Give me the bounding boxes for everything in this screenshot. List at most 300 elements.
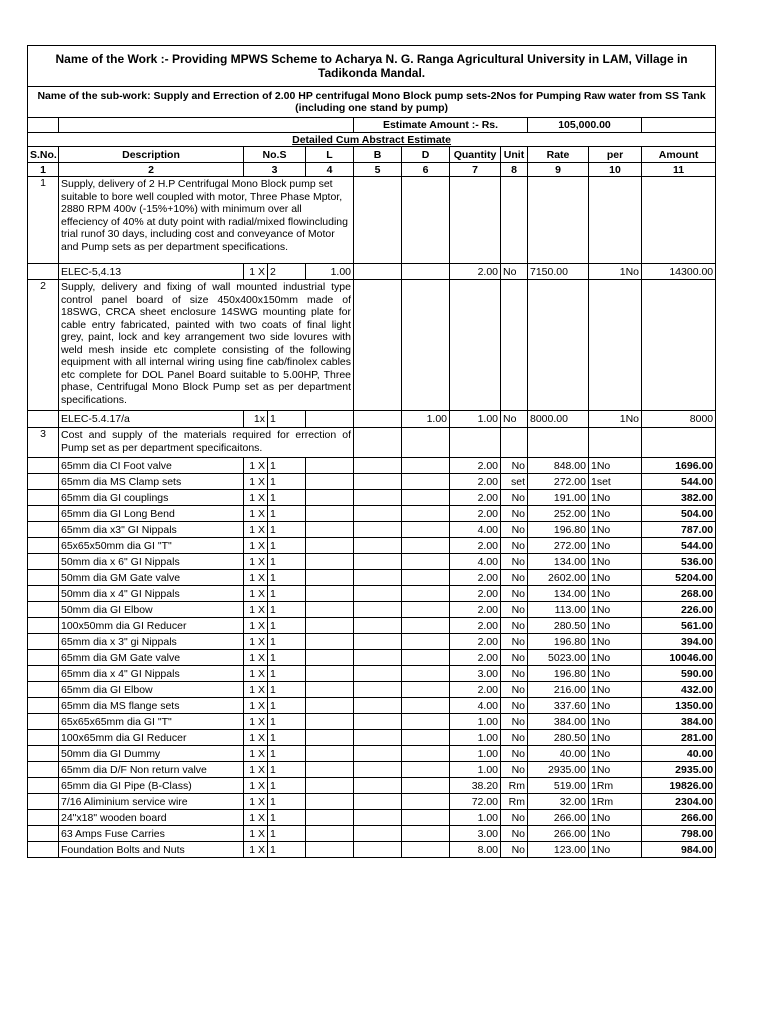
header-row bbox=[28, 147, 716, 163]
material-rate: 272.00 bbox=[528, 538, 589, 554]
material-description: 65mm dia x3" GI Nippals bbox=[59, 522, 244, 538]
material-description: 7/16 Aliminium service wire bbox=[59, 794, 244, 810]
material-row bbox=[28, 842, 716, 858]
work-title: Name of the Work :- Providing MPWS Scheme to Acharya N. G. Ranga Agricultural University in LAM, Village in Tadikonda Mandal. bbox=[28, 46, 716, 87]
material-length-cell bbox=[306, 522, 354, 538]
material-rate: 848.00 bbox=[528, 458, 589, 474]
header-rate: Rate bbox=[528, 147, 589, 163]
material-amount: 561.00 bbox=[642, 618, 716, 634]
material-depth-cell bbox=[402, 842, 450, 858]
material-breadth-cell bbox=[354, 538, 402, 554]
header-unit: Unit bbox=[501, 147, 528, 163]
material-rate: 252.00 bbox=[528, 506, 589, 522]
material-description: 65mm dia x 3" gi Nippals bbox=[59, 634, 244, 650]
item-rate: 7150.00 bbox=[528, 264, 589, 280]
item-nos-count: 2 bbox=[268, 264, 306, 280]
material-sno-cell bbox=[28, 458, 59, 474]
material-quantity: 1.00 bbox=[450, 730, 501, 746]
estimate-amount-row bbox=[28, 118, 716, 133]
material-nos-multiplier: 1 X bbox=[244, 490, 268, 506]
material-per: 1set bbox=[589, 474, 642, 490]
material-per: 1No bbox=[589, 762, 642, 778]
item-amount: 8000 bbox=[642, 411, 716, 428]
material-row bbox=[28, 714, 716, 730]
material-breadth-cell bbox=[354, 730, 402, 746]
material-length-cell bbox=[306, 746, 354, 762]
material-per: 1No bbox=[589, 554, 642, 570]
material-depth-cell bbox=[402, 458, 450, 474]
material-unit: No bbox=[501, 730, 528, 746]
estimate-amount-value: 105,000.00 bbox=[528, 118, 642, 133]
material-quantity: 2.00 bbox=[450, 602, 501, 618]
item-sno: 3 bbox=[28, 428, 59, 458]
material-nos-count: 1 bbox=[268, 538, 306, 554]
material-nos-multiplier: 1 X bbox=[244, 522, 268, 538]
material-length-cell bbox=[306, 602, 354, 618]
material-quantity: 2.00 bbox=[450, 506, 501, 522]
material-row bbox=[28, 522, 716, 538]
material-sno-cell bbox=[28, 778, 59, 794]
material-unit: No bbox=[501, 458, 528, 474]
material-row bbox=[28, 602, 716, 618]
material-unit: Rm bbox=[501, 778, 528, 794]
material-sno-cell bbox=[28, 698, 59, 714]
material-length-cell bbox=[306, 586, 354, 602]
material-nos-count: 1 bbox=[268, 650, 306, 666]
material-breadth-cell bbox=[354, 490, 402, 506]
material-depth-cell bbox=[402, 570, 450, 586]
material-sno-cell bbox=[28, 586, 59, 602]
material-per: 1No bbox=[589, 698, 642, 714]
item-length: 1.00 bbox=[306, 264, 354, 280]
material-quantity: 2.00 bbox=[450, 490, 501, 506]
material-unit: set bbox=[501, 474, 528, 490]
item-quantity: 1.00 bbox=[450, 411, 501, 428]
material-rate: 280.50 bbox=[528, 730, 589, 746]
material-length-cell bbox=[306, 570, 354, 586]
material-length-cell bbox=[306, 474, 354, 490]
item-per: 1No bbox=[589, 411, 642, 428]
material-unit: No bbox=[501, 746, 528, 762]
material-quantity: 1.00 bbox=[450, 714, 501, 730]
material-nos-count: 1 bbox=[268, 634, 306, 650]
material-amount: 19826.00 bbox=[642, 778, 716, 794]
material-description: 50mm dia GI Elbow bbox=[59, 602, 244, 618]
material-quantity: 2.00 bbox=[450, 474, 501, 490]
material-breadth-cell bbox=[354, 650, 402, 666]
material-amount: 798.00 bbox=[642, 826, 716, 842]
material-nos-count: 1 bbox=[268, 618, 306, 634]
material-depth-cell bbox=[402, 762, 450, 778]
material-nos-multiplier: 1 X bbox=[244, 794, 268, 810]
material-length-cell bbox=[306, 538, 354, 554]
material-unit: Rm bbox=[501, 794, 528, 810]
material-depth-cell bbox=[402, 554, 450, 570]
material-unit: No bbox=[501, 698, 528, 714]
header-per: per bbox=[589, 147, 642, 163]
material-rate: 2602.00 bbox=[528, 570, 589, 586]
subwork-title: Name of the sub-work: Supply and Errection of 2.00 HP centrifugal Mono Block pump sets-2Nos for Pumping Raw water from SS Tank (including one stand by pump) bbox=[28, 87, 716, 118]
material-unit: No bbox=[501, 826, 528, 842]
material-nos-count: 1 bbox=[268, 682, 306, 698]
material-length-cell bbox=[306, 554, 354, 570]
material-amount: 504.00 bbox=[642, 506, 716, 522]
header-description: Description bbox=[59, 147, 244, 163]
material-amount: 266.00 bbox=[642, 810, 716, 826]
material-nos-multiplier: 1 X bbox=[244, 458, 268, 474]
material-depth-cell bbox=[402, 826, 450, 842]
material-length-cell bbox=[306, 682, 354, 698]
item-depth bbox=[402, 264, 450, 280]
material-length-cell bbox=[306, 666, 354, 682]
material-unit: No bbox=[501, 666, 528, 682]
material-description: 65mm dia GI Elbow bbox=[59, 682, 244, 698]
header-b: B bbox=[354, 147, 402, 163]
material-nos-count: 1 bbox=[268, 698, 306, 714]
material-quantity: 8.00 bbox=[450, 842, 501, 858]
material-amount: 382.00 bbox=[642, 490, 716, 506]
item-1-measure-row bbox=[28, 264, 716, 280]
material-nos-count: 1 bbox=[268, 714, 306, 730]
material-rate: 384.00 bbox=[528, 714, 589, 730]
material-depth-cell bbox=[402, 490, 450, 506]
material-length-cell bbox=[306, 506, 354, 522]
material-row bbox=[28, 698, 716, 714]
material-depth-cell bbox=[402, 746, 450, 762]
col-number: 11 bbox=[642, 163, 716, 177]
material-row bbox=[28, 634, 716, 650]
material-row bbox=[28, 810, 716, 826]
material-length-cell bbox=[306, 762, 354, 778]
material-breadth-cell bbox=[354, 586, 402, 602]
item-sno: 1 bbox=[28, 177, 59, 264]
material-amount: 2935.00 bbox=[642, 762, 716, 778]
material-depth-cell bbox=[402, 810, 450, 826]
material-per: 1No bbox=[589, 490, 642, 506]
material-amount: 544.00 bbox=[642, 474, 716, 490]
material-quantity: 4.00 bbox=[450, 554, 501, 570]
material-quantity: 1.00 bbox=[450, 762, 501, 778]
material-length-cell bbox=[306, 490, 354, 506]
material-depth-cell bbox=[402, 618, 450, 634]
material-row bbox=[28, 586, 716, 602]
material-quantity: 1.00 bbox=[450, 810, 501, 826]
material-amount: 787.00 bbox=[642, 522, 716, 538]
header-sno: S.No. bbox=[28, 147, 59, 163]
material-row bbox=[28, 666, 716, 682]
material-description: 65mm dia GI couplings bbox=[59, 490, 244, 506]
material-nos-multiplier: 1 X bbox=[244, 618, 268, 634]
material-sno-cell bbox=[28, 522, 59, 538]
material-depth-cell bbox=[402, 698, 450, 714]
estimate-sheet bbox=[27, 45, 715, 858]
material-breadth-cell bbox=[354, 602, 402, 618]
material-amount: 1350.00 bbox=[642, 698, 716, 714]
material-rate: 123.00 bbox=[528, 842, 589, 858]
material-quantity: 1.00 bbox=[450, 746, 501, 762]
material-description: 65x65x50mm dia GI "T" bbox=[59, 538, 244, 554]
material-quantity: 72.00 bbox=[450, 794, 501, 810]
col-number: 6 bbox=[402, 163, 450, 177]
material-nos-multiplier: 1 X bbox=[244, 666, 268, 682]
material-depth-cell bbox=[402, 602, 450, 618]
material-description: 65mm dia x 4" GI Nippals bbox=[59, 666, 244, 682]
subwork-title-row bbox=[28, 87, 716, 118]
material-depth-cell bbox=[402, 634, 450, 650]
material-quantity: 2.00 bbox=[450, 618, 501, 634]
material-nos-multiplier: 1 X bbox=[244, 602, 268, 618]
material-length-cell bbox=[306, 778, 354, 794]
material-amount: 40.00 bbox=[642, 746, 716, 762]
material-per: 1No bbox=[589, 746, 642, 762]
material-description: 50mm dia GM Gate valve bbox=[59, 570, 244, 586]
col-number: 4 bbox=[306, 163, 354, 177]
material-description: 65mm dia MS flange sets bbox=[59, 698, 244, 714]
item-quantity: 2.00 bbox=[450, 264, 501, 280]
material-sno-cell bbox=[28, 570, 59, 586]
material-rate: 134.00 bbox=[528, 554, 589, 570]
section-title-row bbox=[28, 133, 716, 147]
material-breadth-cell bbox=[354, 506, 402, 522]
material-nos-count: 1 bbox=[268, 602, 306, 618]
item-code: ELEC-5.4.17/a bbox=[59, 411, 244, 428]
item-nos-count: 1 bbox=[268, 411, 306, 428]
material-amount: 10046.00 bbox=[642, 650, 716, 666]
item-unit: No bbox=[501, 411, 528, 428]
material-per: 1No bbox=[589, 826, 642, 842]
material-sno-cell bbox=[28, 618, 59, 634]
material-description: 50mm dia x 4" GI Nippals bbox=[59, 586, 244, 602]
material-rate: 280.50 bbox=[528, 618, 589, 634]
material-sno-cell bbox=[28, 746, 59, 762]
material-breadth-cell bbox=[354, 842, 402, 858]
section-title: Detailed Cum Abstract Estimate bbox=[28, 133, 716, 147]
material-sno-cell bbox=[28, 826, 59, 842]
material-sno-cell bbox=[28, 634, 59, 650]
material-depth-cell bbox=[402, 538, 450, 554]
material-unit: No bbox=[501, 602, 528, 618]
material-unit: No bbox=[501, 522, 528, 538]
col-number: 9 bbox=[528, 163, 589, 177]
material-breadth-cell bbox=[354, 762, 402, 778]
material-nos-count: 1 bbox=[268, 586, 306, 602]
material-rate: 519.00 bbox=[528, 778, 589, 794]
material-breadth-cell bbox=[354, 682, 402, 698]
material-quantity: 2.00 bbox=[450, 570, 501, 586]
material-nos-count: 1 bbox=[268, 730, 306, 746]
material-per: 1Rm bbox=[589, 778, 642, 794]
material-description: 100x65mm dia GI Reducer bbox=[59, 730, 244, 746]
material-description: 65x65x65mm dia GI "T" bbox=[59, 714, 244, 730]
material-description: Foundation Bolts and Nuts bbox=[59, 842, 244, 858]
estimate-amount-label: Estimate Amount :- Rs. bbox=[354, 118, 528, 133]
item-nos-multiplier: 1 X bbox=[244, 264, 268, 280]
material-description: 100x50mm dia GI Reducer bbox=[59, 618, 244, 634]
item-description: Cost and supply of the materials required for errection of Pump set as per department specificaitons. bbox=[59, 428, 354, 458]
material-amount: 281.00 bbox=[642, 730, 716, 746]
material-depth-cell bbox=[402, 506, 450, 522]
material-quantity: 2.00 bbox=[450, 458, 501, 474]
material-breadth-cell bbox=[354, 746, 402, 762]
material-nos-multiplier: 1 X bbox=[244, 714, 268, 730]
material-breadth-cell bbox=[354, 570, 402, 586]
material-amount: 984.00 bbox=[642, 842, 716, 858]
material-depth-cell bbox=[402, 522, 450, 538]
material-row bbox=[28, 618, 716, 634]
material-sno-cell bbox=[28, 602, 59, 618]
material-breadth-cell bbox=[354, 618, 402, 634]
material-sno-cell bbox=[28, 794, 59, 810]
material-nos-multiplier: 1 X bbox=[244, 826, 268, 842]
material-description: 65mm dia D/F Non return valve bbox=[59, 762, 244, 778]
material-row bbox=[28, 506, 716, 522]
material-description: 24"x18" wooden board bbox=[59, 810, 244, 826]
item-code: ELEC-5,4.13 bbox=[59, 264, 244, 280]
col-number: 2 bbox=[59, 163, 244, 177]
material-nos-count: 1 bbox=[268, 762, 306, 778]
material-row bbox=[28, 474, 716, 490]
material-amount: 394.00 bbox=[642, 634, 716, 650]
material-nos-count: 1 bbox=[268, 778, 306, 794]
item-nos-multiplier: 1x bbox=[244, 411, 268, 428]
material-rate: 2935.00 bbox=[528, 762, 589, 778]
material-sno-cell bbox=[28, 506, 59, 522]
material-description: 65mm dia GI Pipe (B-Class) bbox=[59, 778, 244, 794]
material-unit: No bbox=[501, 506, 528, 522]
material-nos-count: 1 bbox=[268, 490, 306, 506]
material-rate: 196.80 bbox=[528, 634, 589, 650]
material-row bbox=[28, 778, 716, 794]
material-rate: 196.80 bbox=[528, 666, 589, 682]
item-length bbox=[306, 411, 354, 428]
material-sno-cell bbox=[28, 810, 59, 826]
material-length-cell bbox=[306, 650, 354, 666]
material-description: 65mm dia MS Clamp sets bbox=[59, 474, 244, 490]
work-title-row bbox=[28, 46, 716, 87]
material-rate: 134.00 bbox=[528, 586, 589, 602]
item-description: Supply, delivery and fixing of wall mounted industrial type control panel board of size 450x400x150mm made of 18SWG, CRCA sheet enclosure 14SWG mounting plate for cable entry fabricated, painted with two coats of final light grey, paint, lock and key arrangement two side lovures with weld mesh inside etc complete consisting of the following equipment with all internal wiring using fine cab/finolex cables etc complete for DOL Panel Board suitable to 5.00HP, Three phase, Centrifugal Mono Block Pump set as per department specifications. bbox=[59, 280, 354, 411]
material-rate: 196.80 bbox=[528, 522, 589, 538]
material-amount: 2304.00 bbox=[642, 794, 716, 810]
material-nos-count: 1 bbox=[268, 570, 306, 586]
item-2-description-row bbox=[28, 280, 716, 411]
material-nos-count: 1 bbox=[268, 474, 306, 490]
material-unit: No bbox=[501, 650, 528, 666]
material-breadth-cell bbox=[354, 826, 402, 842]
material-per: 1No bbox=[589, 538, 642, 554]
material-quantity: 2.00 bbox=[450, 586, 501, 602]
material-sno-cell bbox=[28, 650, 59, 666]
material-quantity: 3.00 bbox=[450, 826, 501, 842]
material-quantity: 38.20 bbox=[450, 778, 501, 794]
material-length-cell bbox=[306, 458, 354, 474]
item-description: Supply, delivery of 2 H.P Centrifugal Mono Block pump set suitable to bore well coupled with motor, Three Phase Mptor, 2880 RPM 400v (-15%+10%) with minimum over all effeciency of 40% at duty point with radial/mixed flowincluding trial runof 30 days, including cost and conveyance of Motor and Pump sets as per department specifications. bbox=[59, 177, 354, 264]
material-breadth-cell bbox=[354, 554, 402, 570]
material-depth-cell bbox=[402, 586, 450, 602]
material-breadth-cell bbox=[354, 666, 402, 682]
item-1-description-row bbox=[28, 177, 716, 264]
material-nos-multiplier: 1 X bbox=[244, 474, 268, 490]
material-nos-multiplier: 1 X bbox=[244, 538, 268, 554]
material-quantity: 2.00 bbox=[450, 650, 501, 666]
material-per: 1Rm bbox=[589, 794, 642, 810]
item-amount: 14300.00 bbox=[642, 264, 716, 280]
material-nos-count: 1 bbox=[268, 666, 306, 682]
material-nos-multiplier: 1 X bbox=[244, 762, 268, 778]
material-depth-cell bbox=[402, 682, 450, 698]
material-per: 1No bbox=[589, 570, 642, 586]
material-per: 1No bbox=[589, 842, 642, 858]
material-per: 1No bbox=[589, 810, 642, 826]
material-amount: 384.00 bbox=[642, 714, 716, 730]
item-per: 1No bbox=[589, 264, 642, 280]
material-breadth-cell bbox=[354, 458, 402, 474]
item-sno: 2 bbox=[28, 280, 59, 411]
material-row bbox=[28, 458, 716, 474]
material-rate: 272.00 bbox=[528, 474, 589, 490]
material-row bbox=[28, 490, 716, 506]
material-nos-count: 1 bbox=[268, 506, 306, 522]
material-nos-count: 1 bbox=[268, 810, 306, 826]
material-quantity: 3.00 bbox=[450, 666, 501, 682]
material-row bbox=[28, 682, 716, 698]
material-nos-multiplier: 1 X bbox=[244, 634, 268, 650]
material-rate: 113.00 bbox=[528, 602, 589, 618]
item-depth: 1.00 bbox=[402, 411, 450, 428]
material-rate: 191.00 bbox=[528, 490, 589, 506]
material-quantity: 4.00 bbox=[450, 522, 501, 538]
material-unit: No bbox=[501, 618, 528, 634]
material-nos-multiplier: 1 X bbox=[244, 554, 268, 570]
material-nos-count: 1 bbox=[268, 522, 306, 538]
material-amount: 432.00 bbox=[642, 682, 716, 698]
material-breadth-cell bbox=[354, 698, 402, 714]
material-length-cell bbox=[306, 826, 354, 842]
header-nos: No.S bbox=[244, 147, 306, 163]
header-d: D bbox=[402, 147, 450, 163]
material-nos-multiplier: 1 X bbox=[244, 778, 268, 794]
column-number-row bbox=[28, 163, 716, 177]
material-length-cell bbox=[306, 714, 354, 730]
col-number: 1 bbox=[28, 163, 59, 177]
material-breadth-cell bbox=[354, 714, 402, 730]
col-number: 7 bbox=[450, 163, 501, 177]
material-nos-count: 1 bbox=[268, 794, 306, 810]
material-per: 1No bbox=[589, 682, 642, 698]
material-per: 1No bbox=[589, 522, 642, 538]
material-length-cell bbox=[306, 634, 354, 650]
material-quantity: 2.00 bbox=[450, 634, 501, 650]
material-unit: No bbox=[501, 682, 528, 698]
material-nos-count: 1 bbox=[268, 842, 306, 858]
material-nos-multiplier: 1 X bbox=[244, 698, 268, 714]
material-description: 50mm dia x 6" GI Nippals bbox=[59, 554, 244, 570]
material-amount: 590.00 bbox=[642, 666, 716, 682]
material-nos-count: 1 bbox=[268, 746, 306, 762]
material-unit: No bbox=[501, 570, 528, 586]
material-per: 1No bbox=[589, 458, 642, 474]
material-amount: 268.00 bbox=[642, 586, 716, 602]
material-breadth-cell bbox=[354, 522, 402, 538]
material-description: 50mm dia GI Dummy bbox=[59, 746, 244, 762]
material-description: 65mm dia CI Foot valve bbox=[59, 458, 244, 474]
material-nos-multiplier: 1 X bbox=[244, 650, 268, 666]
material-rate: 40.00 bbox=[528, 746, 589, 762]
material-nos-count: 1 bbox=[268, 554, 306, 570]
material-row bbox=[28, 762, 716, 778]
material-row bbox=[28, 554, 716, 570]
material-depth-cell bbox=[402, 474, 450, 490]
